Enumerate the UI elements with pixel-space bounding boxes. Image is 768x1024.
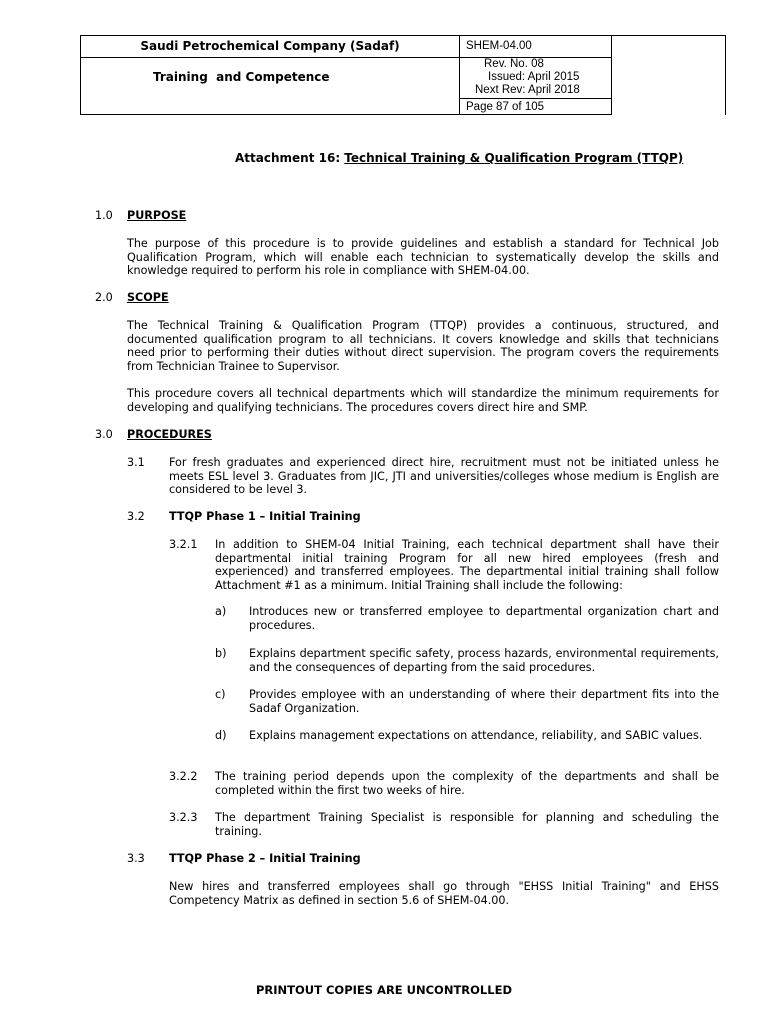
procedure-paragraph: In addition to SHEM-04 Initial Training, each technical department shall have their departmental initial training Program for all new hired employees (fresh and experienced) and transferred employees. The departmental initial training shall follow Attachment #1 as a minimum. Initial Training shall include the following: — [215, 538, 719, 592]
subsection-heading: TTQP Phase 1 – Initial Training — [169, 510, 361, 523]
company-name: Saudi Petrochemical Company (Sadaf) — [140, 39, 400, 53]
list-item-label: d) — [215, 729, 227, 742]
subsection-number: 3.1 — [127, 456, 145, 469]
attachment-title — [235, 152, 683, 166]
document-title: Training and Competence — [153, 70, 330, 84]
issued-date: Issued: April 2015 — [488, 71, 580, 83]
next-revision-date: Next Rev: April 2018 — [475, 84, 580, 96]
procedure-paragraph: For fresh graduates and experienced direct hire, recruitment must not be initiated unless he meets ESL level 3. Graduates from JIC, JTI and universities/colleges whose medium is English are considered to be level 3. — [169, 456, 719, 497]
subsection-number: 3.2.2 — [169, 770, 198, 783]
procedure-paragraph: The department Training Specialist is responsible for planning and scheduling the training. — [215, 811, 719, 838]
header-divider — [459, 36, 460, 114]
subsection-number: 3.2 — [127, 510, 145, 523]
revision-number: Rev. No. 08 — [484, 58, 544, 70]
list-item: Introduces new or transferred employee to departmental organization chart and procedures. — [249, 605, 719, 632]
header-divider — [725, 35, 726, 115]
subsection-number: 3.2.3 — [169, 811, 198, 824]
page-number: Page 87 of 105 — [466, 101, 545, 113]
section-number: 3.0 — [95, 428, 113, 441]
scope-paragraph: This procedure covers all technical departments which will standardize the minimum requirements for developing and qualifying technicians. The procedures covers direct hire and SMP. — [127, 387, 719, 414]
section-heading-purpose: PURPOSE — [127, 209, 187, 222]
scope-paragraph: The Technical Training & Qualification Program (TTQP) provides a continuous, structured, and documented qualification program to all technicians. It covers knowledge and skills that technicians need prior to performing their duties without direct supervision. The program covers the requirements from Technician Trainee to Supervisor. — [127, 319, 719, 373]
subsection-heading: TTQP Phase 2 – Initial Training — [169, 852, 361, 865]
document-header-table — [80, 35, 612, 115]
header-divider — [612, 35, 726, 36]
purpose-paragraph: The purpose of this procedure is to provide guidelines and establish a standard for Technical Job Qualification Program, which will enable each technician to systematically develop the skills and knowledge required to perform his role in compliance with SHEM-04.00. — [127, 237, 719, 278]
document-number: SHEM-04.00 — [466, 40, 532, 52]
subsection-number: 3.3 — [127, 852, 145, 865]
subsection-number: 3.2.1 — [169, 538, 198, 551]
section-number: 2.0 — [95, 291, 113, 304]
list-item: Explains management expectations on attendance, reliability, and SABIC values. — [249, 729, 703, 742]
section-heading-scope: SCOPE — [127, 291, 169, 304]
procedure-paragraph: New hires and transferred employees shall go through "EHSS Initial Training" and EHSS Competency Matrix as defined in section 5.6 of SHEM-04.00. — [169, 880, 719, 907]
attachment-prefix: Attachment 16: — [235, 151, 345, 165]
procedure-paragraph: The training period depends upon the complexity of the departments and shall be completed within the first two weeks of hire. — [215, 770, 719, 797]
list-item: Provides employee with an understanding of where their department fits into the Sadaf Organization. — [249, 688, 719, 715]
uncontrolled-copy-notice: PRINTOUT COPIES ARE UNCONTROLLED — [255, 983, 512, 997]
list-item-label: b) — [215, 647, 227, 660]
list-item-label: c) — [215, 688, 226, 701]
section-heading-procedures: PROCEDURES — [127, 428, 212, 441]
section-number: 1.0 — [95, 209, 113, 222]
attachment-name: Technical Training & Qualification Program (TTQP) — [344, 151, 684, 165]
header-divider — [459, 98, 611, 99]
list-item: Explains department specific safety, process hazards, environmental requirements, and the consequences of departing from the said procedures. — [249, 647, 719, 674]
list-item-label: a) — [215, 605, 227, 618]
